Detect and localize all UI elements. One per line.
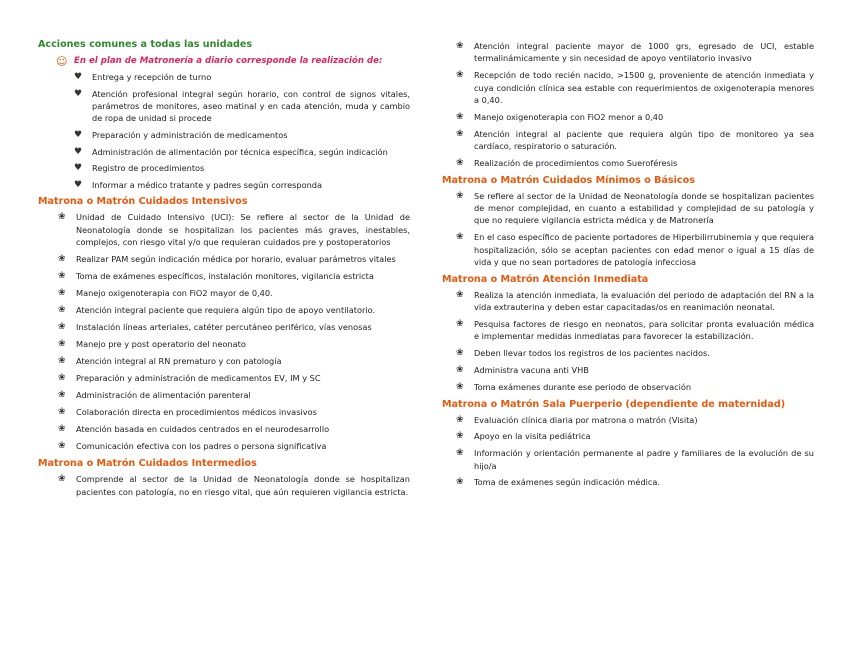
list-item-text: Colaboración directa en procedimientos médicos invasivos xyxy=(76,407,317,418)
flower-bullet-icon: ❀ xyxy=(58,407,66,418)
subheading-text: En el plan de Matronería a diario corresponde la realización de: xyxy=(74,56,383,66)
list-item xyxy=(456,476,814,488)
list-item-text: Comunicación efectiva con los padres o persona significativa xyxy=(76,441,327,452)
section-heading: Matrona o Matrón Sala Puerperio (dependiente de maternidad) xyxy=(442,398,786,410)
list-item-text: Preparación y administración de medicamentos xyxy=(92,130,288,140)
list-item-text: Atención integral paciente que requiera algún tipo de apoyo ventilatorio. xyxy=(76,305,376,316)
list-item xyxy=(456,190,814,227)
list-item-text: Comprende al sector de la Unidad de Neonatología donde se hospitalizan pacientes con patología, no en riesgo vital, que aún requieren vigilancia estricta. xyxy=(76,474,410,497)
list-item-text: Pesquisa factores de riesgo en neonatos, para solicitar pronta evaluación médica e implementar medidas inmediatas para favorecer la estabilización. xyxy=(474,319,814,342)
list-item-text: Atención profesional integral según horario, con control de signos vitales, parámetros de monitores, aseo matinal y en cada atención, muda y cambio de ropa de unidad si procede xyxy=(92,88,410,124)
list-item-text: Instalación líneas arteriales, catéter percutáneo periférico, vías venosas xyxy=(76,322,372,333)
flower-bullet-icon: ❀ xyxy=(456,319,464,330)
list-item xyxy=(456,157,814,169)
list-item xyxy=(58,372,410,384)
list-item-text: Realizar PAM según indicación médica por horario, evaluar parámetros vitales xyxy=(76,254,396,265)
flower-bullet-icon: ❀ xyxy=(58,424,66,435)
heart-bullet-icon: ♥ xyxy=(74,130,83,140)
flower-bullet-icon: ❀ xyxy=(58,474,66,485)
list-item xyxy=(456,231,814,268)
flower-bullet-icon: ❀ xyxy=(456,41,464,51)
list-item xyxy=(456,128,814,153)
list-item xyxy=(58,270,410,282)
list-item-text: Manejo oxigenoterapia con FiO2 mayor de 0,40. xyxy=(76,288,273,299)
list-item xyxy=(58,287,410,299)
heart-bullet-icon: ♥ xyxy=(74,163,83,174)
flower-bullet-icon: ❀ xyxy=(456,70,464,81)
section-subheading xyxy=(56,55,410,68)
list-item xyxy=(74,129,410,141)
list-item xyxy=(456,430,814,442)
flower-bullet-icon: ❀ xyxy=(58,288,66,299)
list-item-text: Toma de exámenes específicos, instalación monitores, vigilancia estricta xyxy=(76,271,374,282)
flower-bullet-icon: ❀ xyxy=(456,431,464,442)
list-item xyxy=(58,473,410,498)
flower-bullet-icon: ❀ xyxy=(456,232,464,243)
list-item-text: Deben llevar todos los registros de los pacientes nacidos. xyxy=(474,348,710,359)
list-item-text: Apoyo en la visita pediátrica xyxy=(474,431,591,442)
list-item-text: Administración de alimentación parenteral xyxy=(76,390,251,401)
list-item-text: Informar a médico tratante y padres según corresponda xyxy=(92,179,323,190)
bullet-list xyxy=(456,289,814,393)
list-item xyxy=(58,423,410,435)
list-item xyxy=(74,162,410,174)
list-item xyxy=(58,440,410,452)
list-item-text: Toma exámenes durante ese periodo de observación xyxy=(474,381,692,392)
list-item xyxy=(456,381,814,393)
list-item-text: Evaluación clínica diaria por matrona o matrón (Visita) xyxy=(474,414,698,425)
bullet-list xyxy=(58,211,410,452)
flower-bullet-icon: ❀ xyxy=(456,289,464,300)
bullet-list xyxy=(58,473,410,498)
right-column xyxy=(442,40,814,493)
list-item xyxy=(74,146,410,158)
list-item xyxy=(456,111,814,123)
list-item-text: Recepción de todo recién nacido, >1500 g, proveniente de atención inmediata y cuya condición clínica sea estable con requerimientos de oxigenoterapia menores a 0,40. xyxy=(474,70,814,106)
heart-bullet-icon: ♥ xyxy=(74,88,83,99)
list-item-text: Manejo oxigenoterapia con FiO2 menor a 0,40 xyxy=(474,111,664,122)
list-item xyxy=(58,253,410,265)
list-item xyxy=(58,211,410,248)
list-item-text: En el caso específico de paciente portadores de Hiperbilirrubinemia y que requiera hospitalización, sólo se aceptan pacientes con edad menor o igual a 15 días de vida y que no sean portadores de patología infecciosa xyxy=(474,232,814,268)
flower-bullet-icon: ❀ xyxy=(58,305,66,316)
flower-bullet-icon: ❀ xyxy=(58,322,66,333)
bullet-list xyxy=(456,414,814,489)
flower-bullet-icon: ❀ xyxy=(58,212,66,223)
list-item xyxy=(456,289,814,314)
list-item xyxy=(456,364,814,376)
section-heading: Matrona o Matrón Cuidados Intermedios xyxy=(38,458,257,470)
heart-bullet-icon: ♥ xyxy=(74,72,83,82)
flower-bullet-icon: ❀ xyxy=(456,381,464,392)
list-item xyxy=(58,304,410,316)
section-heading: Matrona o Matrón Cuidados Mínimos o Básicos xyxy=(442,174,695,186)
flower-bullet-icon: ❀ xyxy=(58,254,66,265)
list-item-text: Administración de alimentación por técnica específica, según indicación xyxy=(92,146,388,157)
list-item xyxy=(58,321,410,333)
list-item xyxy=(456,318,814,343)
flower-bullet-icon: ❀ xyxy=(58,356,66,367)
flower-bullet-icon: ❀ xyxy=(456,477,464,488)
list-item-text: Realiza la atención inmediata, la evaluación del periodo de adaptación del RN a la vida extrauterina y deben estar capacitadas/os en reanimación neonatal. xyxy=(474,289,814,313)
flower-bullet-icon: ❀ xyxy=(456,128,464,139)
left-column xyxy=(38,34,410,503)
list-item xyxy=(58,389,410,401)
flower-bullet-icon: ❀ xyxy=(456,190,464,201)
flower-bullet-icon: ❀ xyxy=(58,373,66,384)
list-item-text: Se refiere al sector de la Unidad de Neonatología donde se hospitalizan pacientes de menor complejidad, en cuanto a estabilidad y complejidad de su patología y que no requiere vigilancia estricta médica y de Matronería xyxy=(474,190,814,226)
smiley-icon: ☺ xyxy=(56,55,68,68)
flower-bullet-icon: ❀ xyxy=(456,365,464,376)
list-item xyxy=(74,88,410,125)
list-item-text: Realización de procedimientos como Sueroféresis xyxy=(474,157,678,168)
flower-bullet-icon: ❀ xyxy=(456,348,464,359)
list-item-text: Unidad de Cuidado Intensivo (UCI): Se refiere al sector de la Unidad de Neonatología donde se hospitalizan los pacientes más graves, inestables, complejos, con riesgo vital y/o que requieran cuidados pre y postoperatorios xyxy=(76,212,410,248)
bullet-list xyxy=(74,71,410,191)
list-item xyxy=(456,347,814,359)
heart-bullet-icon: ♥ xyxy=(74,179,83,190)
flower-bullet-icon: ❀ xyxy=(58,441,66,452)
section-continued xyxy=(442,40,814,169)
section-matrona-o-matron-sala-puerperio-dependie xyxy=(442,398,814,489)
flower-bullet-icon: ❀ xyxy=(456,414,464,425)
section-heading: Acciones comunes a todas las unidades xyxy=(38,39,253,50)
list-item-text: Manejo pre y post operatorio del neonato xyxy=(76,339,246,350)
list-item-text: Toma de exámenes según indicación médica. xyxy=(474,477,661,488)
list-item xyxy=(58,355,410,367)
heart-bullet-icon: ♥ xyxy=(74,146,83,157)
section-matrona-o-matron-cuidados-intensivos xyxy=(38,195,410,452)
section-heading: Matrona o Matrón Cuidados Intensivos xyxy=(38,196,248,208)
list-item xyxy=(456,69,814,106)
list-item-text: Atención integral al RN prematuro y con patología xyxy=(76,356,282,367)
section-heading: Matrona o Matrón Atención Inmediata xyxy=(442,273,649,285)
list-item-text: Atención integral paciente mayor de 1000 grs, egresado de UCI, estable termalinámicamente y sin necesidad de apoyo ventilatorio invasivo xyxy=(474,41,814,64)
list-item xyxy=(456,447,814,472)
list-item-text: Administra vacuna anti VHB xyxy=(474,365,589,376)
list-item-text: Atención integral al paciente que requiera algún tipo de monitoreo ya sea cardíaco, respiratorio o saturación. xyxy=(474,128,814,152)
list-item-text: Preparación y administración de medicamentos EV, IM y SC xyxy=(76,373,321,384)
section-matrona-o-matron-cuidados-minimos-o-basi xyxy=(442,174,814,269)
list-item xyxy=(456,414,814,426)
list-item xyxy=(58,338,410,350)
flower-bullet-icon: ❀ xyxy=(456,448,464,459)
flower-bullet-icon: ❀ xyxy=(58,339,66,350)
section-acciones-comunes-a-todas-las-unidades xyxy=(38,38,410,191)
flower-bullet-icon: ❀ xyxy=(58,390,66,401)
list-item-text: Información y orientación permanente al padre y familiares de la evolución de su hijo/a xyxy=(474,448,814,471)
flower-bullet-icon: ❀ xyxy=(456,111,464,122)
list-item-text: Atención basada en cuidados centrados en el neurodesarrollo xyxy=(76,424,330,435)
flower-bullet-icon: ❀ xyxy=(456,157,464,168)
list-item xyxy=(456,40,814,65)
list-item-text: Entrega y recepción de turno xyxy=(92,72,212,82)
list-item xyxy=(74,179,410,191)
list-item xyxy=(58,406,410,418)
section-matrona-o-matron-cuidados-intermedios xyxy=(38,457,410,498)
list-item xyxy=(74,71,410,83)
bullet-list xyxy=(456,190,814,269)
list-item-text: Registro de procedimientos xyxy=(92,163,205,174)
section-matrona-o-matron-atencion-inmediata xyxy=(442,273,814,393)
flower-bullet-icon: ❀ xyxy=(58,271,66,282)
bullet-list xyxy=(456,40,814,169)
